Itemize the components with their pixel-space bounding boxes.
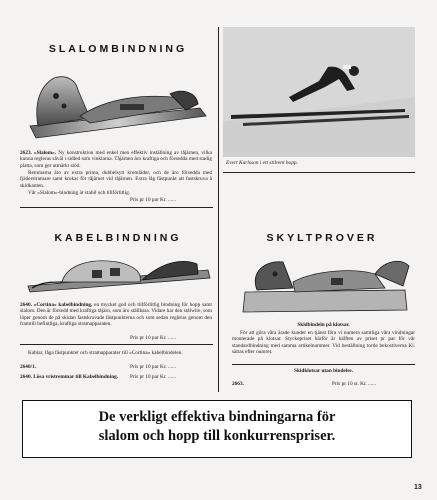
kabel-text: en mycket god och tillförlitlig bindning för hopp samt slalom. Den är försedd med kraftiga tåjärn, som äro ställbara. Vidare har den stålwire, som löper genom de på skidan fastskruvade fästpunkterna och som sedan regleras genom den framtill befintliga, kraftiga stramapparaten. <box>20 302 212 328</box>
kabel-heading: KABELBINDNING <box>54 232 182 244</box>
kabel-binding-illustration <box>22 252 214 296</box>
slalom-binding-illustration <box>20 68 215 146</box>
kabel-name: »Cortina» kabelbindning, <box>33 302 93 308</box>
column-divider <box>218 27 219 392</box>
slalom-price: Pris pr 10 par Kr. ...... <box>130 197 176 203</box>
kabel-spare-code: 2640/1. <box>20 364 37 370</box>
slalom-heading: SLALOMBINDNING <box>48 43 188 55</box>
kabel-price: Pris pr 10 par Kr. ...... <box>130 335 176 341</box>
kabel-loose-label: Lösa vristremmar till Kabelbindning. <box>33 374 119 380</box>
photo-caption: Evert Karlsson i ett stilrent hopp. <box>226 160 298 166</box>
page-number: 13 <box>414 484 422 491</box>
banner-line-2: slalom och hopp till konkurrenspriser. <box>98 428 336 444</box>
kabel-spare-row <box>20 364 212 370</box>
skylt-binding-illustration <box>235 252 415 316</box>
kabel-description <box>20 302 212 328</box>
slalom-description <box>20 150 212 169</box>
slalom-name: »Slalom». <box>33 150 57 156</box>
kabel-loose-code: 2640. <box>20 374 32 380</box>
kabel-code: 2640. <box>20 302 32 308</box>
skylt-text: För att göra våra ärade kunder en tjänst föra vi numera samtliga våra vindningar monterade på klotsar. Styckepriset härför är hälften av priset pr par för vår standardbindning med samma artikelnummer. Vid beställning torde bekostiverna Kl. sättas efter numret. <box>232 330 415 356</box>
photo-rule <box>223 172 415 173</box>
slalom-code: 2623. <box>20 150 32 156</box>
skylt-code: 2663. <box>232 381 244 387</box>
banner-line-1: De verkligt effektiva bindningarna för <box>98 409 336 425</box>
skylt-heading: SKYLTPROVER <box>266 232 378 244</box>
skylt-small: Skidklotsar utan bindelse. <box>294 368 353 374</box>
skylt-price: Pris pr 10 st. Kr. ...... <box>332 381 376 387</box>
kabel-spares: Kablar, låga fästpunkter och stramapparater till »Cortina» kabelbindelen. <box>28 350 183 356</box>
kabel-loose-row <box>20 374 212 380</box>
skylt-bold-caption: Skidbindeln på klotsar. <box>297 322 350 328</box>
slalom-note: Vår »Slalom»-bindning är stabil och tillförlitlig. <box>28 190 131 196</box>
kabel-rule <box>20 344 213 345</box>
kabel-loose-price: Pris pr 10 par Kr. ...... <box>130 374 176 380</box>
skylt-rule <box>232 364 415 365</box>
slalom-text: Ny konstruktion med enkel men effektiv inställning av tåjärnen, vilka kunna regleras såväl i sidled som vinklarna. Tåjärnen äro kraftiga och försedda med stadig platta, som ger utmärkt stöd. <box>20 150 212 169</box>
slalom-text-2: Remmarna äro av extra prima, dubbelsytt kromläder, och de äro försedda med fjäderstramare samt krokar för tåjärnet vid tåjärnen. Extra låg fästpunkt att fastskruva å skidkanten. <box>20 170 212 189</box>
skylt-row <box>232 381 415 387</box>
slalom-rule <box>20 207 213 208</box>
kabel-spare-price: Pris pr 10 par Kr. ...... <box>130 364 176 370</box>
ski-jump-photo <box>223 27 415 157</box>
promo-banner <box>22 400 412 458</box>
